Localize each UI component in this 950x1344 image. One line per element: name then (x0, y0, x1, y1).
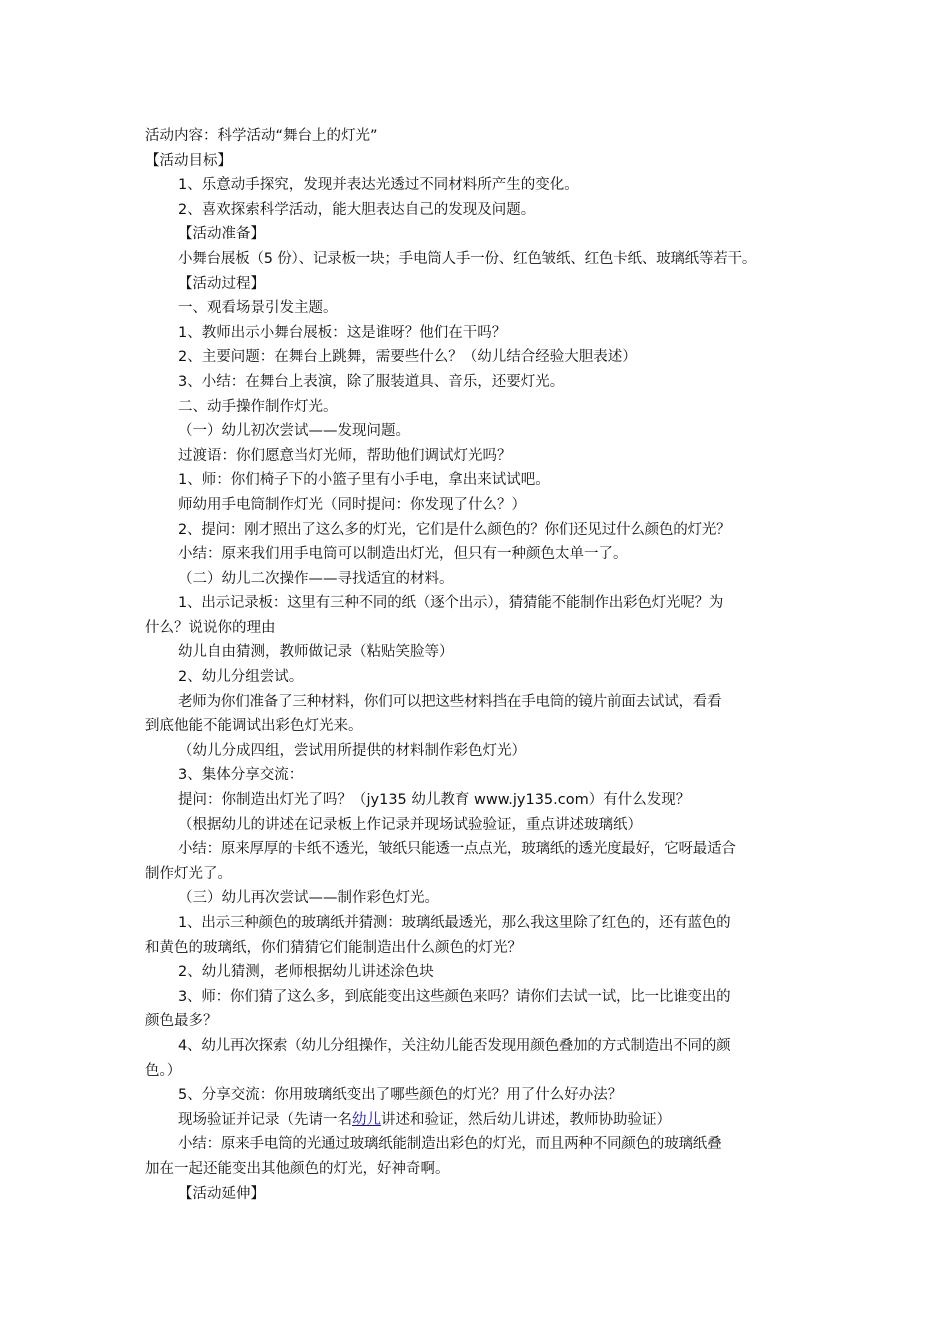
process-line: 加在一起还能变出其他颜色的灯光，好神奇啊。 (145, 1160, 450, 1177)
process-line: 2、提问：刚才照出了这么多的灯光，它们是什么颜色的？你们还见过什么颜色的灯光？ (178, 521, 731, 538)
process-line: 颜色最多？ (145, 1013, 218, 1030)
document-body (145, 124, 810, 1206)
process-heading: 【活动过程】 (178, 275, 265, 292)
process-line: 幼儿自由猜测，教师做记录（粘贴笑脸等） (178, 644, 454, 661)
process-line: （幼儿分成四组，尝试用所提供的材料制作彩色灯光） (178, 742, 526, 759)
process-line: 小结：原来手电筒的光通过玻璃纸能制造出彩色的灯光，而且两种不同颜色的玻璃纸叠 (178, 1136, 722, 1153)
process-line: 1、出示三种颜色的玻璃纸并猜测：玻璃纸最透光，那么我这里除了红色的，还有蓝色的 (178, 915, 731, 931)
process-line: 老师为你们准备了三种材料，你们可以把这些材料挡在手电筒的镜片前面去试试，看看 (178, 693, 722, 710)
process-line: 4、幼儿再次探索（幼儿分组操作，关注幼儿能否发现用颜色叠加的方式制造出不同的颜 (178, 1037, 731, 1054)
process-line: （一）幼儿初次尝试——发现问题。 (178, 423, 410, 440)
process-line: 3、小结：在舞台上表演，除了服装道具、音乐，还要灯光。 (178, 373, 565, 390)
process-line (145, 1108, 810, 1133)
process-line: 二、动手操作制作灯光。 (178, 398, 338, 415)
process-line: 过渡语：你们愿意当灯光师，帮助他们调试灯光吗？ (178, 447, 512, 464)
process-text: 讲述和验证，然后幼儿讲述，教师协助验证） (381, 1111, 671, 1128)
process-line: 制作灯光了。 (145, 865, 232, 882)
process-line: 1、教师出示小舞台展板：这是谁呀？他们在干吗？ (178, 324, 507, 341)
document-title: 活动内容：科学活动“舞台上的灯光” (145, 128, 378, 144)
process-line: （三）幼儿再次尝试——制作彩色灯光。 (178, 890, 439, 907)
process-line: （二）幼儿二次操作——寻找适宜的材料。 (178, 570, 454, 587)
process-line: 到底他能不能调试出彩色灯光来。 (145, 718, 363, 735)
process-line: 和黄色的玻璃纸，你们猜猜它们能制造出什么颜色的灯光？ (145, 939, 522, 956)
process-line: 色。） (145, 1062, 182, 1079)
process-line: 什么？说说你的理由 (145, 619, 276, 636)
goal-2: 2、喜欢探索科学活动，能大胆表达自己的发现及问题。 (178, 201, 536, 218)
process-line: 小结：原来我们用手电筒可以制造出灯光，但只有一种颜色太单一了。 (178, 546, 628, 563)
prep-heading: 【活动准备】 (178, 226, 265, 243)
process-line: 一、观看场景引发主题。 (178, 300, 338, 317)
goal-1: 1、乐意动手探究，发现并表达光透过不同材料所产生的变化。 (178, 177, 579, 194)
process-line: 3、师：你们猜了这么多，到底能变出这些颜色来吗？请你们去试一试，比一比谁变出的 (178, 988, 731, 1005)
process-line: 师幼用手电筒制作灯光（同时提问：你发现了什么？） (178, 496, 526, 513)
process-line: 1、师：你们椅子下的小篮子里有小手电，拿出来试试吧。 (178, 472, 550, 489)
process-line: 小结：原来厚厚的卡纸不透光，皱纸只能透一点点光，玻璃纸的透光度最好，它呀最适合 (178, 841, 736, 858)
inline-link[interactable]: 幼儿 (352, 1111, 381, 1128)
process-line: 5、分享交流：你用玻璃纸变出了哪些颜色的灯光？用了什么好办法？ (178, 1087, 623, 1104)
goals-heading: 【活动目标】 (145, 152, 232, 169)
process-line: 2、主要问题：在舞台上跳舞，需要些什么？（幼儿结合经验大胆表述） (178, 349, 637, 366)
process-line: 3、集体分享交流： (178, 767, 304, 784)
process-line: 2、幼儿分组尝试。 (178, 669, 304, 686)
process-line: （根据幼儿的讲述在记录板上作记录并现场试验验证，重点讲述玻璃纸） (178, 816, 642, 833)
process-line: 1、出示记录板：这里有三种不同的纸（逐个出示），猜猜能不能制作出彩色灯光呢？为 (178, 595, 724, 612)
process-line: 提问：你制造出灯光了吗？（jy135 幼儿教育 www.jy135.com）有什么发现？ (178, 792, 691, 809)
process-line: 2、幼儿猜测，老师根据幼儿讲述涂色块 (178, 964, 434, 981)
prep-text: 小舞台展板（5 份）、记录板一块；手电筒人手一份、红色皱纸、红色卡纸、玻璃纸等若干。 (178, 250, 757, 267)
process-text: 现场验证并记录（先请一名 (178, 1111, 352, 1128)
extension-heading: 【活动延伸】 (178, 1185, 265, 1202)
